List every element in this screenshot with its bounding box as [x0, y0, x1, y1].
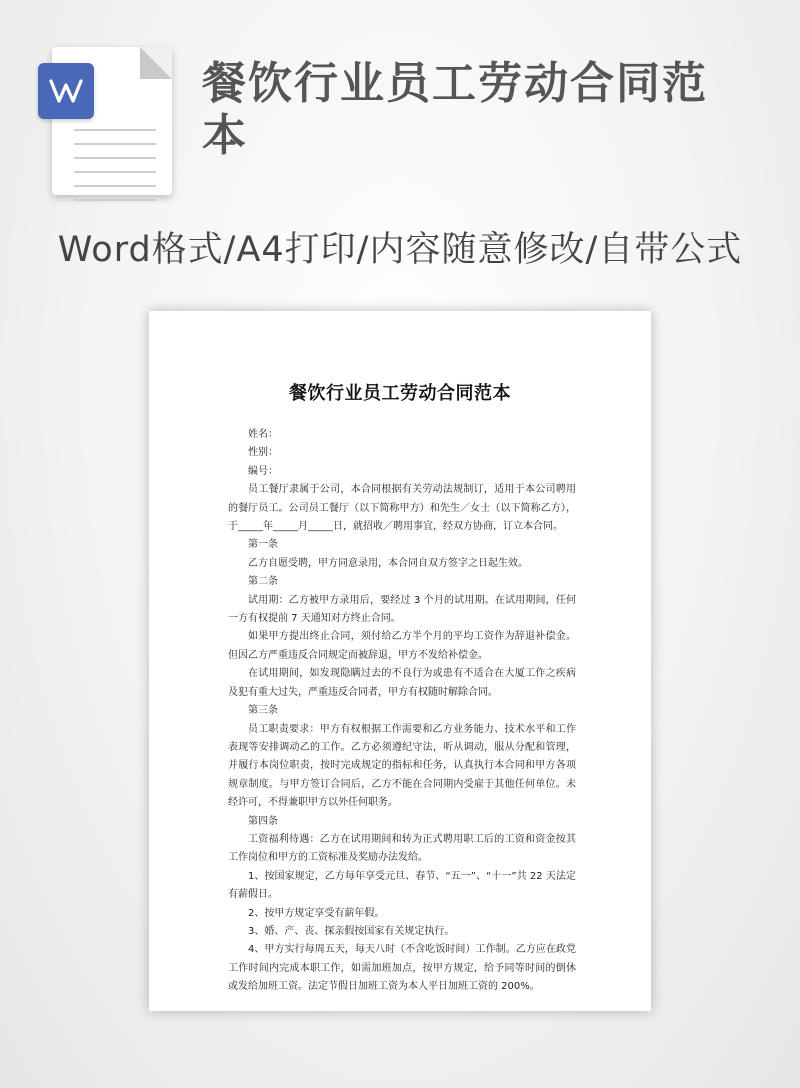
document-body — [228, 426, 576, 997]
article-heading: 第四条 — [248, 815, 278, 827]
paragraph: 4、甲方实行每周五天，每天八时（不含吃饭时间）工作制。乙方应在政党工作时间内完成本职工作，如需加班加点，按甲方规定，给予同等时间的倒休或发给加班工资。法定节假日加班工资为本人平日加班工资的 200%。 — [228, 944, 576, 993]
page-fold — [140, 47, 172, 79]
paragraph: 乙方自愿受聘，甲方同意录用，本合同自双方签字之日起生效。 — [248, 557, 528, 569]
paragraph: 工资福利待遇：乙方在试用期间和转为正式聘用职工后的工资和资金按其工作岗位和甲方的工资标准及奖励办法发给。 — [228, 833, 576, 864]
document-page — [149, 311, 651, 1011]
word-logo-icon — [38, 63, 94, 119]
field-number: 编号： — [248, 465, 278, 477]
page-subtitle: Word格式/A4打印/内容随意修改/自带公式 — [57, 230, 743, 270]
file-line — [74, 171, 156, 173]
paragraph: 员工餐厅隶属于公司，本合同根据有关劳动法规制订，适用于本公司聘用的餐厅员工。公司员工餐厅（以下简称甲方）和先生／女士（以下简称乙方），于_____年_____月_____日，就招收／聘用事宜，经双方协商，订立本合同。 — [228, 484, 576, 533]
article-heading: 第一条 — [248, 539, 278, 551]
file-line — [74, 157, 156, 159]
file-line — [74, 143, 156, 145]
document-title: 餐饮行业员工劳动合同范本 — [289, 383, 511, 404]
field-gender: 性别： — [248, 447, 278, 459]
article-heading: 第二条 — [248, 576, 278, 588]
paragraph: 2、按甲方规定享受有薪年假。 — [248, 907, 385, 919]
file-line — [74, 185, 156, 187]
paragraph: 3、婚、产、丧、探亲假按国家有关规定执行。 — [248, 925, 455, 937]
field-name: 姓名： — [248, 429, 278, 440]
paragraph: 员工职责要求：甲方有权根据工作需要和乙方业务能力、技术水平和工作表现等安排调动乙的工作。乙方必须遵纪守法，听从调动，服从分配和管理，并履行本岗位职责，按时完成规定的指标和任务，认真执行本合同和甲方各项规章制度。与甲方签订合同后，乙方不能在合同期内受雇于其他任何单位。未经许可，不得兼职甲方以外任何职务。 — [228, 723, 576, 809]
paragraph: 试用期：乙方被甲方录用后，要经过 3 个月的试用期。在试用期间，任何一方有权提前 7 天通知对方终止合同。 — [228, 594, 576, 625]
page-title: 餐饮行业员工劳动合同范本 — [202, 58, 708, 161]
article-heading: 第三条 — [248, 705, 278, 717]
paragraph: 如果甲方提出终止合同，须付给乙方半个月的平均工资作为辞退补偿金。但因乙方严重违反合同规定而被辞退，甲方不发给补偿金。 — [228, 631, 576, 661]
paragraph: 在试用期间，如发现隐瞒过去的不良行为或患有不适合在大厦工作之疾病及犯有重大过失，严重违反合同者，甲方有权随时解除合同。 — [228, 668, 576, 698]
file-line — [74, 199, 156, 201]
word-file-icon — [38, 47, 174, 197]
paragraph: 1、按国家规定，乙方每年享受元旦、春节、“五一”、“十一”共 22 天法定有薪假日。 — [228, 870, 576, 901]
file-line — [74, 129, 156, 131]
